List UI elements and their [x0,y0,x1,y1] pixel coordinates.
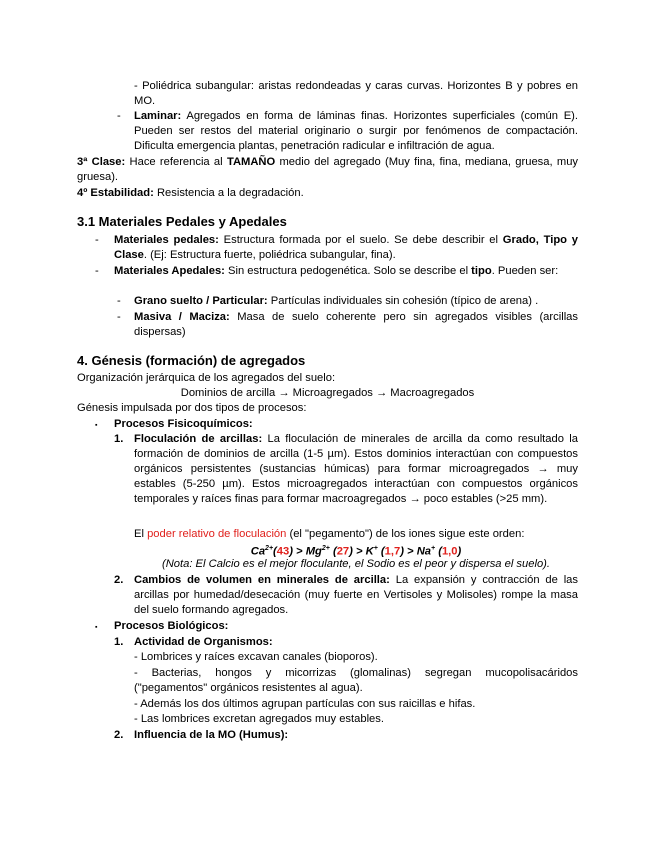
actividad-line: - Las lombrices excretan agregados muy estables. [134,713,384,725]
bullet-square: ▪ [95,624,98,631]
organizacion-intro: Organización jerárquica de los agregados del suelo: [77,372,336,384]
floculacion-item: Floculación de arcillas: La floculación de minerales de arcilla da como resultado la formación de dominios de arcilla (1-5 µm). Estos dominios interactúan con compuestos orgánicos persistentes (sustancias húmicas) para formar microagregados → muy estables (5-250 µm). Estos microagregados interactúan con compuestos orgánicos temporales y raíces finas para formar macroagregados → poco estables (>25 mm). [134,433,578,505]
genesis-impulsada: Génesis impulsada por dos tipos de procesos: [77,402,307,414]
bullet-dash: - [117,110,121,122]
mo-label: Influencia de la MO (Humus): [134,729,289,741]
apedales-item: Materiales Apedales: Sin estructura pedogenética. Solo se describe el tipo. Pueden ser: [114,265,559,277]
actividad-label: Actividad de Organismos: [134,636,273,648]
floculacion-number: 1. [114,433,124,445]
bullet-dash: - [117,295,121,307]
cambios-volumen-item: Cambios de volumen en minerales de arcilla: La expansión y contracción de las arcillas por humedad/desecación (muy fuerte en Vertisoles y Molisoles) rompe la masa del suelo formando agregados. [134,574,578,616]
bullet-dash: - [117,311,121,323]
grano-suelto-item: Grano suelto / Particular: Partículas individuales sin cohesión (típico de arena) . [134,295,539,307]
poliedrica-item: - Poliédrica subangular: aristas redondeadas y caras curvas. Horizontes B y pobres en MO. [134,80,578,107]
poder-floculacion-line: El poder relativo de floculación (el "pegamento") de los iones sigue este orden: [134,528,525,540]
fisicoquimicos-label: Procesos Fisicoquímicos: [114,418,253,430]
pedales-item: Materiales pedales: Estructura formada por el suelo. Se debe describir el Grado, Tipo y Clase. (Ej: Estructura fuerte, poliédrica subangular, fina). [114,234,578,261]
estabilidad-paragraph: 4º Estabilidad: Resistencia a la degradación. [77,187,304,199]
actividad-line: - Bacterias, hongos y micorrizas (glomalinas) segregan mucopolisacáridos ("pegamentos" orgánicos resistentes al agua). [134,667,578,694]
actividad-line: - Además los dos últimos agrupan partículas con sus raicillas e hifas. [134,698,476,710]
hierarchy-line: Dominios de arcilla → Microagregados → Macroagregados [180,387,475,399]
section-4-heading: 4. Génesis (formación) de agregados [77,353,306,368]
clase3-paragraph: 3ª Clase: Hace referencia al TAMAÑO medio del agregado (Muy fina, fina, mediana, gruesa, muy gruesa). [77,156,579,183]
actividad-line: - Lombrices y raíces excavan canales (bioporos). [134,651,378,663]
cambios-number: 2. [114,574,124,586]
bullet-square: ▪ [95,422,98,429]
section-3-1-heading: 3.1 Materiales Pedales y Apedales [77,214,287,229]
bullet-dash: - [95,265,99,277]
laminar-item: Laminar: Agregados en forma de láminas finas. Horizontes superficiales (común E). Pueden ser restos del material originario o surgir por fenómenos de compactación. Dificulta emergencia plantas, penetración radicular e infiltración de agua. [134,110,578,152]
mo-number: 2. [114,729,124,741]
actividad-number: 1. [114,636,124,648]
bullet-dash: - [95,234,99,246]
nota-calcio: (Nota: El Calcio es el mejor floculante, el Sodio es el peor y dispersa el suelo). [161,558,551,570]
biologicos-label: Procesos Biológicos: [114,620,229,632]
ion-series: $Ca^{2+}(43) > Mg^{2+}$ (27) > K+ (1,7) > Na+ (1,0) [250,545,462,558]
masiva-item: Masiva / Maciza: Masa de suelo coherente pero sin agregados visibles (arcillas dispersas) [134,311,578,338]
